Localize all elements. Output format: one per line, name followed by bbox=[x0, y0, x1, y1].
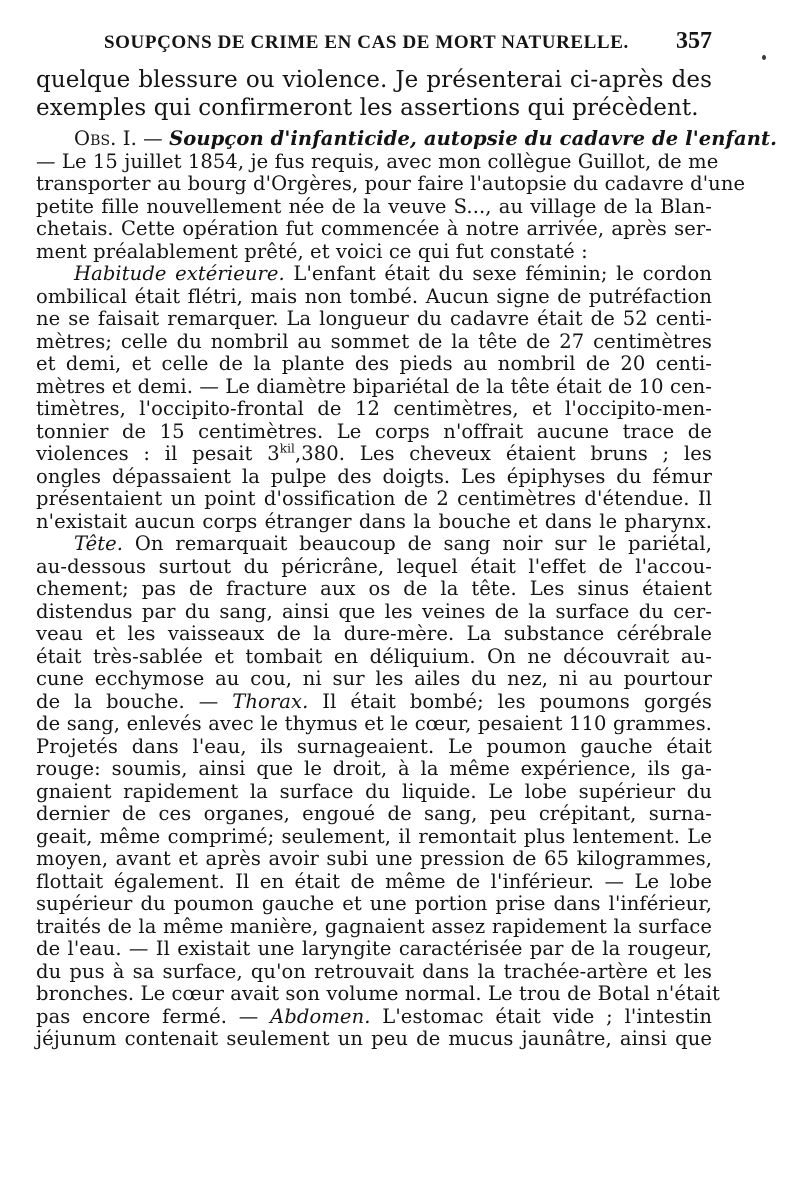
text-line: bronches. Le cœur avait son volume normal. Le trou de Botal n'était bbox=[36, 982, 720, 1005]
observation-title: Soupçon d'infanticide, autopsie du cadavre de l'enfant. bbox=[169, 127, 778, 150]
text-line: moyen, avant et après avoir subi une pression de 65 kilogrammes, bbox=[36, 847, 712, 870]
text-run: Il était bombé; les poumons gorgés bbox=[308, 689, 713, 713]
text-line: jéjunum contenait seulement un peu de mucus jaunâtre, ainsi que bbox=[36, 1027, 712, 1050]
text-line: gnaient rapidement la surface du liquide. Le lobe supérieur du bbox=[36, 779, 712, 803]
text-line: transporter au bourg d'Orgères, pour faire l'autopsie du cadavre d'une bbox=[36, 172, 746, 195]
text-run: violences : il pesait 3 bbox=[36, 442, 280, 465]
text-line: présentaient un point d'ossification de 2 centimètres d'étendue. Il bbox=[36, 487, 712, 510]
text-line: supérieur du poumon gauche et une portion prise dans l'inférieur, bbox=[36, 892, 712, 915]
text-line: et demi, et celle de la plante des pieds au nombril de 20 centi- bbox=[36, 352, 712, 375]
text-line: traités de la même manière, gagnaient assez rapidement la surface bbox=[36, 914, 712, 938]
text-line: tonnier de 15 centimètres. Le corps n'offrait aucune trace de bbox=[36, 419, 712, 443]
text-line: ne se faisait remarquer. La longueur du cadavre était de 52 centi- bbox=[36, 307, 712, 330]
text-line: chement; pas de fracture aux os de la tête. Les sinus étaient bbox=[36, 577, 712, 600]
text-line: de sang, enlevés avec le thymus et le cœur, pesaient 110 grammes. bbox=[36, 712, 712, 735]
text-line: de l'eau. — Il existait une laryngite caractérisée par de la rougeur, bbox=[36, 937, 712, 960]
text-line: mètres et demi. — Le diamètre bipariétal de la tête était de 10 cen- bbox=[36, 374, 712, 398]
text-line: au-dessous surtout du péricrâne, lequel était l'effet de l'accou- bbox=[36, 554, 712, 578]
text-line: ongles dépassaient la pulpe des doigts. Les épiphyses du fémur bbox=[36, 464, 712, 488]
text-line: ment préalablement prêté, et voici ce qui fut constaté : bbox=[36, 239, 588, 263]
superscript-unit: kil bbox=[279, 441, 295, 456]
text-line: ombilical était flétri, mais non tombé. Aucun signe de putréfaction bbox=[36, 284, 712, 308]
text-line: rouge: soumis, ainsi que le droit, à la même expérience, ils ga- bbox=[36, 757, 712, 780]
observation-heading bbox=[36, 127, 778, 151]
text-line: petite fille nouvellement née de la veuve S..., au village de la Blan- bbox=[36, 194, 712, 218]
text-run: pas encore fermé. — bbox=[36, 1004, 271, 1028]
text-line bbox=[36, 443, 712, 466]
book-page bbox=[36, 28, 778, 1051]
text-line: cune ecchymose au cou, ni sur les ailes du nez, ni au pourtour bbox=[36, 667, 712, 690]
ink-speck bbox=[762, 55, 766, 60]
text-line: dernier de ces organes, engoué de sang, peu crépitant, surna- bbox=[36, 802, 712, 825]
text-run: L'enfant était du sexe féminin; le cordon bbox=[284, 262, 712, 285]
text-line: n'existait aucun corps étranger dans la bouche et dans le pharynx. bbox=[36, 509, 712, 533]
section-heading-abdomen: Abdomen. bbox=[270, 1004, 371, 1028]
text-run: de la bouche. — bbox=[36, 689, 233, 713]
text-line: mètres; celle du nombril au sommet de la tête de 27 centimètres bbox=[36, 329, 712, 353]
text-line: flottait également. Il en était de même de l'inférieur. — Le lobe bbox=[36, 869, 712, 893]
text-run: ,380. Les cheveux étaient bruns ; les bbox=[294, 442, 712, 465]
text-line: distendus par du sang, ainsi que les veines de la surface du cer- bbox=[36, 599, 712, 623]
text-line: Projetés dans l'eau, ils surnageaient. Le poumon gauche était bbox=[36, 734, 712, 758]
text-line bbox=[36, 691, 712, 714]
text-line: chetais. Cette opération fut commencée à notre arrivée, après ser- bbox=[36, 217, 712, 240]
text-run: L'estomac était vide ; l'intestin bbox=[370, 1004, 712, 1028]
text-run: On remarquait beaucoup de sang noir sur le pariétal, bbox=[123, 532, 712, 555]
section-heading-tete: Tête. bbox=[74, 532, 124, 555]
page-number: 357 bbox=[676, 28, 712, 54]
text-line: était très-sablée et tombait en déliquium. On ne découvrait au- bbox=[36, 644, 712, 668]
section-heading-thorax: Thorax. bbox=[232, 689, 309, 713]
running-head bbox=[36, 28, 712, 60]
text-line: du pus à sa surface, qu'on retrouvait dans la trachée-artère et les bbox=[36, 959, 712, 983]
text-line: timètres, l'occipito-frontal de 12 centimètres, et l'occipito-men- bbox=[36, 397, 712, 420]
text-line bbox=[36, 1006, 712, 1029]
observation-label: Obs. I. — bbox=[74, 127, 163, 150]
text-line: — Le 15 juillet 1854, je fus requis, avec mon collègue Guillot, de me bbox=[36, 149, 719, 173]
text-line bbox=[36, 533, 712, 556]
text-line: geait, même comprimé; seulement, il remontait plus lentement. Le bbox=[36, 824, 712, 848]
text-line: veau et les vaisseaux de la dure-mère. La substance cérébrale bbox=[36, 622, 712, 645]
text-line: exemples qui confirmeront les assertions qui précèdent. bbox=[36, 95, 699, 121]
text-line: quelque blessure ou violence. Je présenterai ci-après des bbox=[36, 67, 712, 93]
body-text bbox=[36, 66, 778, 1051]
text-line bbox=[36, 263, 712, 286]
section-heading-habitude: Habitude extérieure. bbox=[74, 262, 285, 285]
running-title: SOUPÇONS DE CRIME EN CAS DE MORT NATURELLE. bbox=[104, 32, 629, 53]
